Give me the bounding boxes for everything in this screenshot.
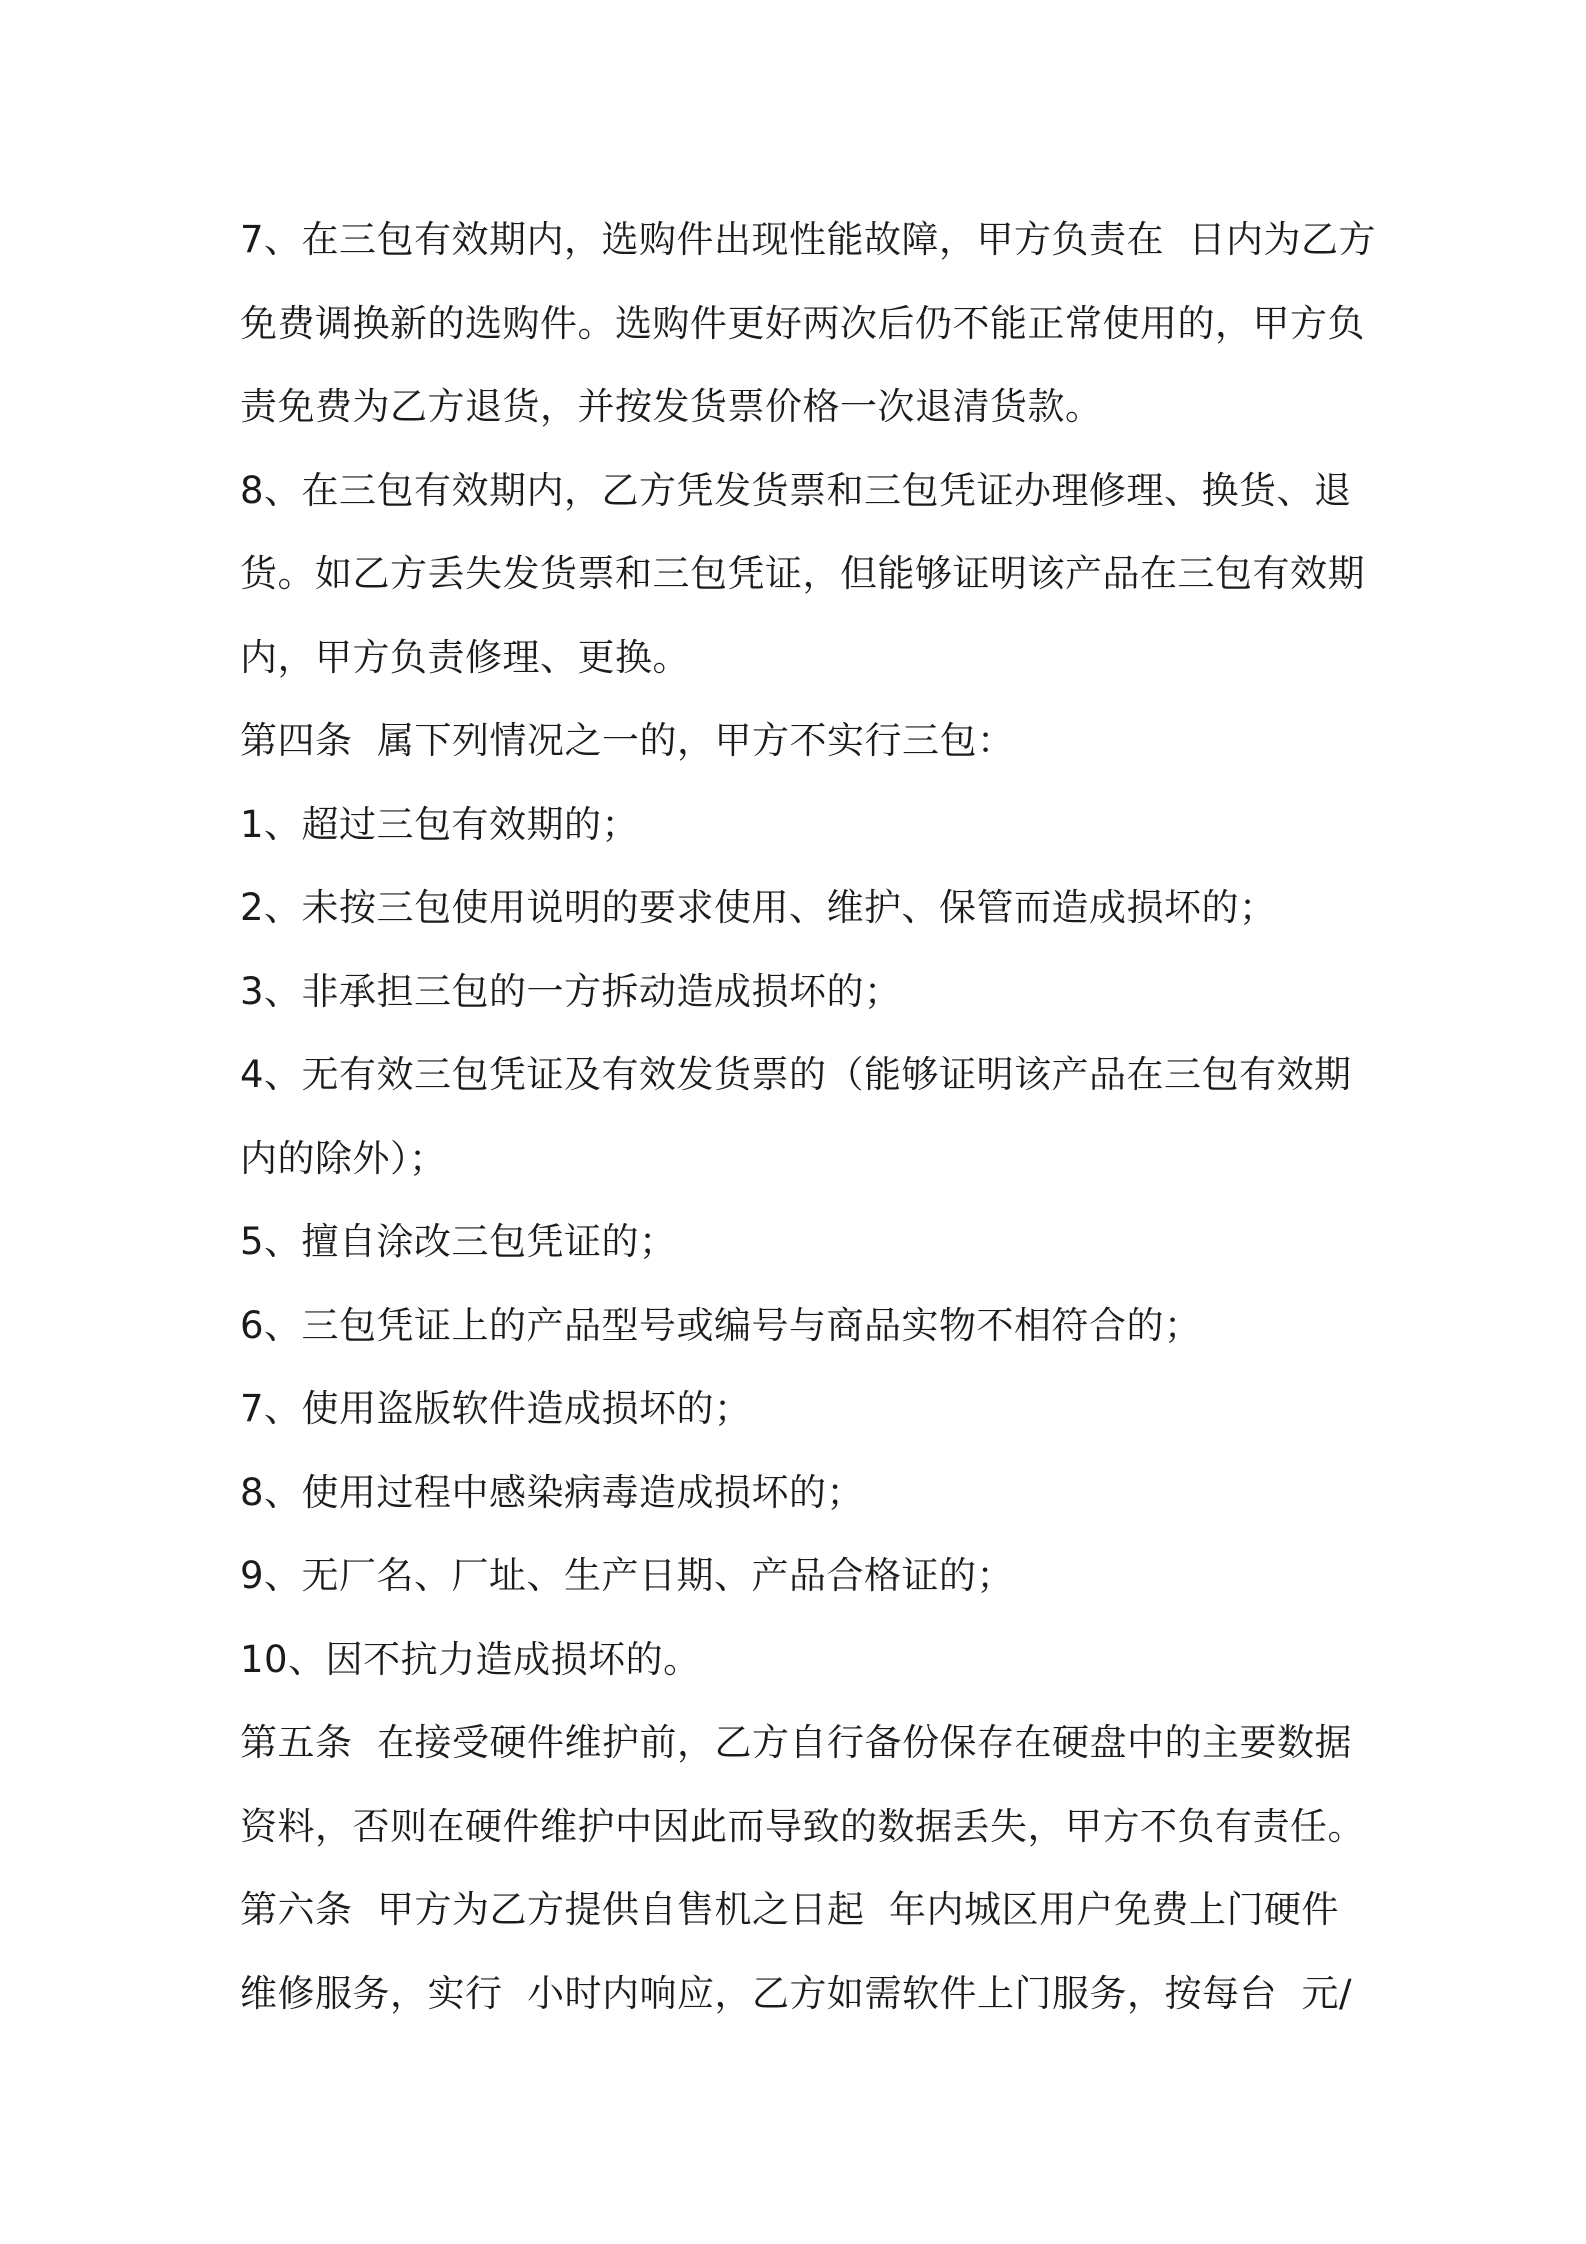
text-line: 维修服务，实行 小时内响应，乙方如需软件上门服务，按每台 元/ <box>240 1971 1353 2015</box>
text-line: 5、擅自涂改三包凭证的； <box>240 1220 677 1263</box>
text-line: 3、非承担三包的一方拆动造成损坏的； <box>240 969 902 1013</box>
text-line: 第五条 在接受硬件维护前，乙方自行备份保存在硬盘中的主要数据 <box>240 1721 1353 1764</box>
text-line: 第六条 甲方为乙方提供自售机之日起 年内城区用户免费上门硬件 <box>240 1888 1340 1931</box>
article-5-paragraph <box>240 1701 1365 1868</box>
exclusion-item-7 <box>240 1367 1360 1451</box>
text-line: 责免费为乙方退货，并按发货票价格一次退清货款。 <box>240 385 1103 428</box>
text-line: 7、使用盗版软件造成损坏的； <box>240 1387 752 1430</box>
text-line: 货。如乙方丢失发货票和三包凭证，但能够证明该产品在三包有效期 <box>240 552 1365 595</box>
text-line: 资料，否则在硬件维护中因此而导致的数据丢失，甲方不负有责任。 <box>240 1804 1365 1848</box>
document-body <box>240 198 1377 2035</box>
exclusion-item-2 <box>240 866 1360 950</box>
text-line: 8、使用过程中感染病毒造成损坏的； <box>240 1470 865 1514</box>
text-line: 8、在三包有效期内，乙方凭发货票和三包凭证办理修理、换货、退 <box>240 468 1352 512</box>
exclusion-item-6 <box>240 1284 1360 1368</box>
exclusion-item-1 <box>240 783 1360 867</box>
text-line: 4、无有效三包凭证及有效发货票的（能够证明该产品在三包有效期 <box>240 1053 1352 1096</box>
exclusion-item-9 <box>240 1534 1360 1618</box>
exclusion-item-5 <box>240 1200 1360 1284</box>
text-line: 7、在三包有效期内，选购件出现性能故障，甲方负责在 日内为乙方 <box>240 218 1377 261</box>
clause-7-paragraph <box>240 198 1377 449</box>
exclusion-item-8 <box>240 1451 1360 1535</box>
text-line: 9、无厂名、厂址、生产日期、产品合格证的； <box>240 1554 1015 1597</box>
text-line: 免费调换新的选购件。选购件更好两次后仍不能正常使用的，甲方负 <box>240 301 1365 345</box>
exclusion-item-4 <box>240 1033 1360 1200</box>
exclusion-item-10 <box>240 1618 1360 1702</box>
text-line: 内的除外）； <box>240 1136 447 1180</box>
text-line: 第四条 属下列情况之一的，甲方不实行三包： <box>240 719 1015 762</box>
text-line: 内，甲方负责修理、更换。 <box>240 635 690 679</box>
text-line: 1、超过三包有效期的； <box>240 802 640 846</box>
exclusion-item-3 <box>240 950 1360 1034</box>
article-6-paragraph <box>240 1868 1360 2035</box>
article-4-heading <box>240 699 1360 783</box>
text-line: 6、三包凭证上的产品型号或编号与商品实物不相符合的； <box>240 1303 1202 1347</box>
text-line: 2、未按三包使用说明的要求使用、维护、保管而造成损坏的； <box>240 886 1277 929</box>
text-line: 10、因不抗力造成损坏的。 <box>240 1637 701 1681</box>
clause-8-paragraph <box>240 449 1365 700</box>
